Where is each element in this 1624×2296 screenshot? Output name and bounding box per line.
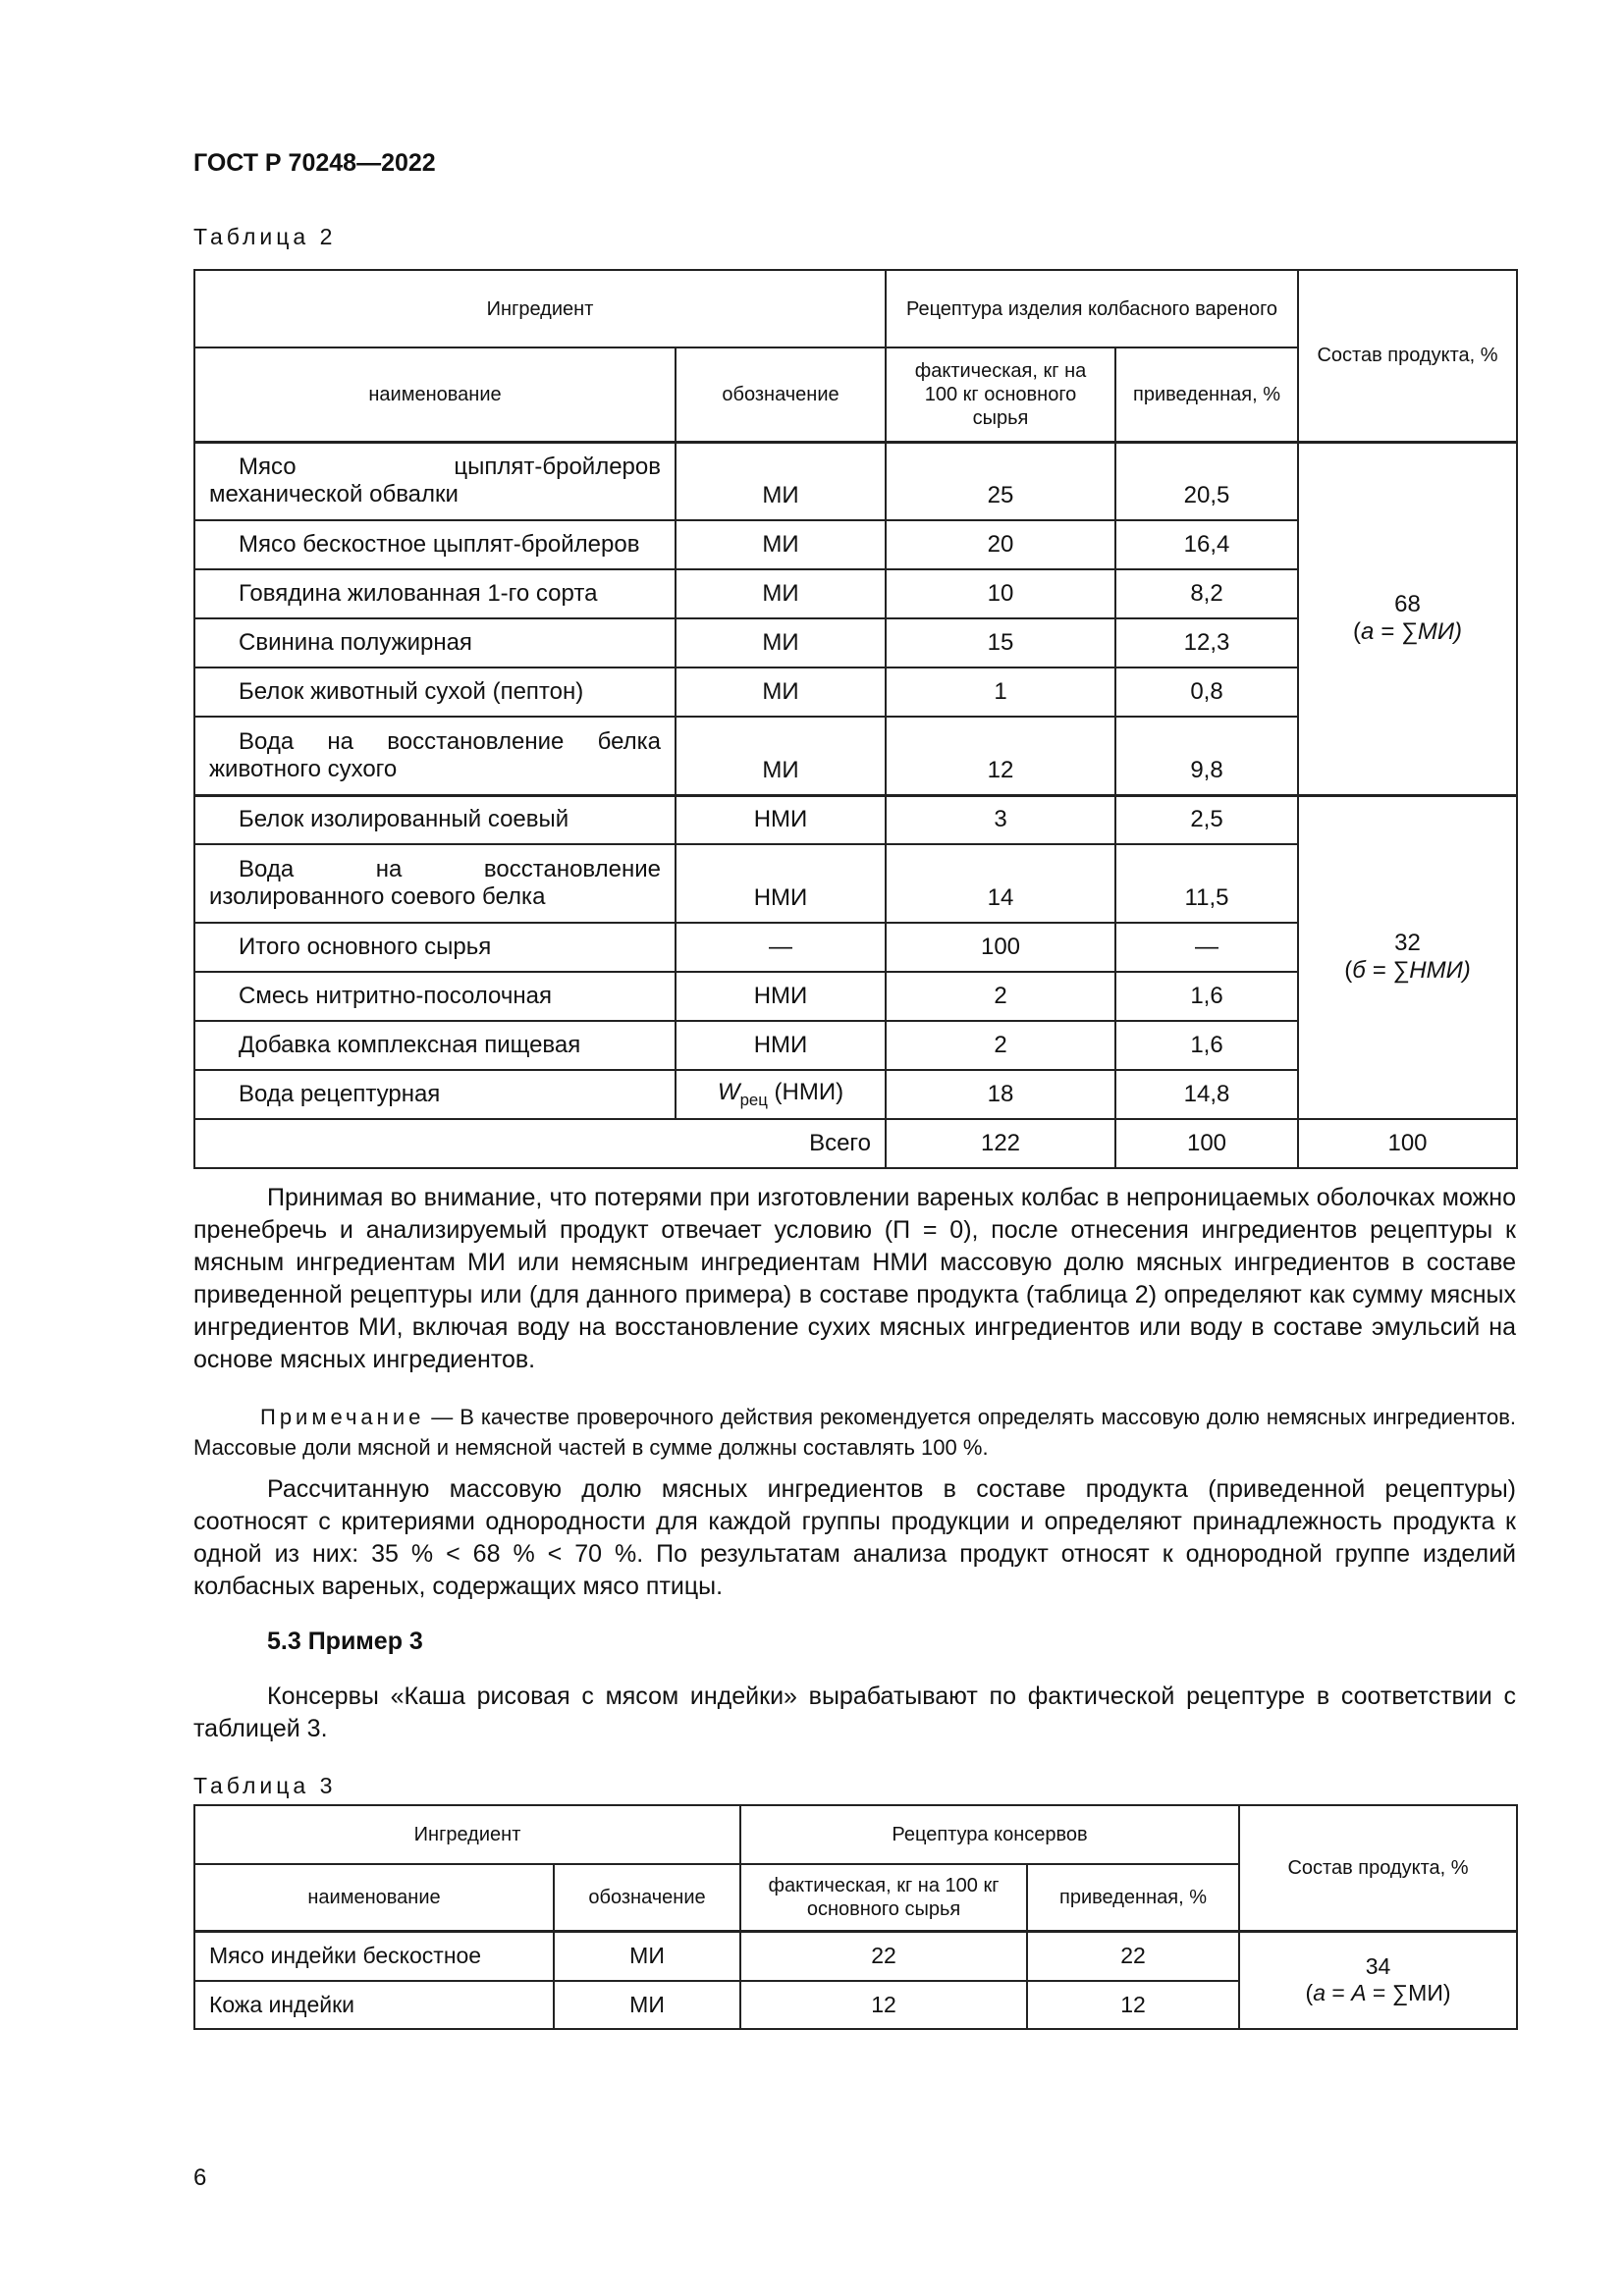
- header-reduced: приведенная, %: [1115, 347, 1298, 442]
- row-reduced: 1,6: [1115, 1021, 1298, 1070]
- row-reduced: 11,5: [1115, 844, 1298, 923]
- table-row: [194, 795, 1517, 844]
- table-total-row: [194, 1119, 1517, 1168]
- group-meat-value: 68: [1394, 591, 1421, 617]
- header-actual: фактическая, кг на 100 кг основного сырья: [740, 1864, 1027, 1931]
- row-designation: МИ: [676, 569, 886, 618]
- row-designation: НМИ: [676, 1021, 886, 1070]
- row-name: Мясо индейки бескостное: [194, 1931, 554, 1981]
- row-actual: 14: [886, 844, 1115, 923]
- total-label: Всего: [194, 1119, 886, 1168]
- header-name: наименование: [194, 1864, 554, 1931]
- total-reduced: 100: [1115, 1119, 1298, 1168]
- row-reduced: —: [1115, 923, 1298, 972]
- row-actual: 10: [886, 569, 1115, 618]
- paragraph-3: Консервы «Каша рисовая с мясом индейки» вырабатывают по фактической рецептуре в соответствии с таблицей 3.: [193, 1682, 1516, 1742]
- row-reduced: 16,4: [1115, 520, 1298, 569]
- row-name: Свинина полужирная: [194, 618, 676, 667]
- header-ingredient: Ингредиент: [194, 1805, 740, 1864]
- row-name: Кожа индейки: [194, 1981, 554, 2029]
- group-nonmeat-value: 32: [1394, 930, 1421, 957]
- table-2: [193, 269, 1518, 1169]
- row-reduced: 14,8: [1115, 1070, 1298, 1119]
- header-name: наименование: [194, 347, 676, 442]
- row-name: Итого основного сырья: [194, 923, 676, 972]
- row-actual: 12: [886, 717, 1115, 795]
- row-name: Вода рецептурная: [194, 1070, 676, 1119]
- row-actual: 15: [886, 618, 1115, 667]
- note: [193, 1402, 1516, 1463]
- header-recipe: Рецептура изделия колбасного вареного: [886, 270, 1298, 347]
- group-nonmeat-formula: (б = ∑НМИ): [1344, 957, 1471, 985]
- total-actual: 122: [886, 1119, 1115, 1168]
- row-designation: $W_{рец}$ (НМИ): [676, 1070, 886, 1119]
- row-designation: НМИ: [676, 972, 886, 1021]
- row-reduced: 12: [1027, 1981, 1239, 2029]
- row-name: Добавка комплексная пищевая: [194, 1021, 676, 1070]
- row-actual: 18: [886, 1070, 1115, 1119]
- row-actual: 3: [886, 795, 1115, 844]
- header-ingredient: Ингредиент: [194, 270, 886, 347]
- table-3-caption: Таблица 3: [193, 1773, 337, 1798]
- row-name: Белок изолированный соевый: [194, 795, 676, 844]
- row-reduced: 22: [1027, 1931, 1239, 1981]
- row-actual: 2: [886, 1021, 1115, 1070]
- header-actual: фактическая, кг на 100 кг основного сырья: [886, 347, 1115, 442]
- row-name: Смесь нитритно-посолочная: [194, 972, 676, 1021]
- header-composition: Состав продукта, %: [1239, 1805, 1517, 1931]
- row-name: Мясо цыплят-бройлеров механической обвалки: [194, 442, 676, 520]
- group-meat-formula: (а = ∑МИ): [1353, 618, 1462, 645]
- row-name: Вода на восстановление изолированного соевого белка: [194, 844, 676, 923]
- row-designation: НМИ: [676, 844, 886, 923]
- row-actual: 100: [886, 923, 1115, 972]
- group-meat-composition: [1239, 1931, 1517, 2029]
- row-designation: МИ: [676, 520, 886, 569]
- header-composition: Состав продукта, %: [1298, 270, 1517, 442]
- document-code-header: ГОСТ Р 70248—2022: [193, 149, 436, 177]
- row-designation: —: [676, 923, 886, 972]
- row-reduced: 1,6: [1115, 972, 1298, 1021]
- table-3: [193, 1804, 1518, 2030]
- group-meat-composition: [1298, 442, 1517, 795]
- row-designation: МИ: [676, 667, 886, 717]
- row-actual: 1: [886, 667, 1115, 717]
- row-actual: 25: [886, 442, 1115, 520]
- table-row: [194, 1931, 1517, 1981]
- table-2-caption: Таблица 2: [193, 224, 337, 249]
- header-reduced: приведенная, %: [1027, 1864, 1239, 1931]
- header-designation: обозначение: [554, 1864, 740, 1931]
- row-name: Белок животный сухой (пептон): [194, 667, 676, 717]
- row-actual: 2: [886, 972, 1115, 1021]
- note-label: Примечание: [260, 1405, 425, 1429]
- row-reduced: 8,2: [1115, 569, 1298, 618]
- row-actual: 20: [886, 520, 1115, 569]
- row-designation: МИ: [676, 618, 886, 667]
- paragraph-2: Рассчитанную массовую долю мясных ингредиентов в составе продукта (приведенной рецептуры) соотносят с критериями однородности для каждой группы продукции и определяют принадлежность продукта к одной из них: 35 % < 68 % < 70 %. По результатам анализа продукт относят к однородной группе изделий колбасных вареных, содержащих мясо птицы.: [193, 1475, 1516, 1600]
- header-designation: обозначение: [676, 347, 886, 442]
- paragraph-1: Принимая во внимание, что потерями при изготовлении вареных колбас в непроницаемых оболочках можно пренебречь и анализируемый продукт отвечает условию (П = 0), после отнесения ингредиентов рецептуры к мясным ингредиентам МИ или немясным ингредиентам НМИ массовую долю мясных ингредиентов в составе приведенной рецептуры или (для данного примера) в составе продукта (таблица 2) определяют как сумму мясных ингредиентов МИ, включая воду на восстановление сухих мясных ингредиентов или воду в составе эмульсий на основе мясных ингредиентов.: [193, 1184, 1516, 1373]
- row-reduced: 2,5: [1115, 795, 1298, 844]
- page-number: 6: [193, 2164, 207, 2191]
- row-designation: МИ: [676, 442, 886, 520]
- row-reduced: 20,5: [1115, 442, 1298, 520]
- section-heading: 5.3 Пример 3: [267, 1628, 423, 1655]
- group-meat-value: 34: [1365, 1953, 1391, 1980]
- group-nonmeat-composition: [1298, 795, 1517, 1119]
- header-recipe: Рецептура консервов: [740, 1805, 1239, 1864]
- total-composition: 100: [1298, 1119, 1517, 1168]
- row-designation: НМИ: [676, 795, 886, 844]
- row-designation: МИ: [676, 717, 886, 795]
- row-reduced: 12,3: [1115, 618, 1298, 667]
- row-name: Вода на восстановление белка животного сухого: [194, 717, 676, 795]
- row-designation: МИ: [554, 1981, 740, 2029]
- table-row: [194, 442, 1517, 520]
- note-text: — В качестве проверочного действия рекомендуется определять массовую долю немясных ингредиентов. Массовые доли мясной и немясной частей в сумме должны составлять 100 %.: [193, 1405, 1516, 1460]
- row-reduced: 9,8: [1115, 717, 1298, 795]
- row-reduced: 0,8: [1115, 667, 1298, 717]
- row-name: Говядина жилованная 1-го сорта: [194, 569, 676, 618]
- group-meat-formula: (а = А = ∑МИ): [1305, 1980, 1451, 2006]
- row-name: Мясо бескостное цыплят-бройлеров: [194, 520, 676, 569]
- row-actual: 22: [740, 1931, 1027, 1981]
- row-actual: 12: [740, 1981, 1027, 2029]
- row-designation: МИ: [554, 1931, 740, 1981]
